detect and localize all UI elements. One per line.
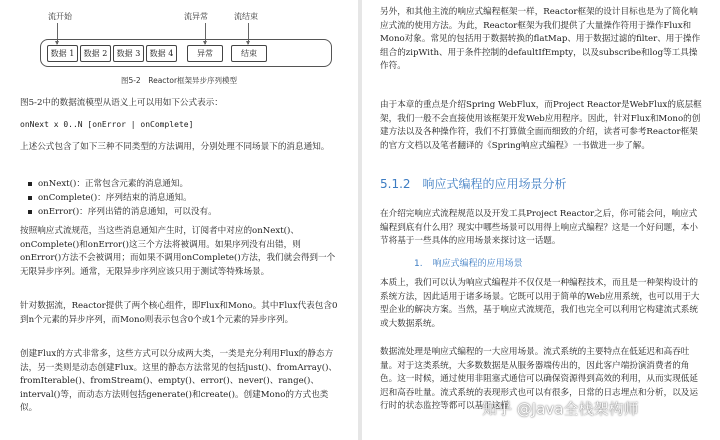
subsection-title [414,256,523,269]
bullet-dot [28,196,32,200]
formula: onNext x 0..N [onError | onComplete] [20,120,194,129]
paragraph-three-methods: 上述公式包含了如下三种不同类型的方法调用，分别处理不同场景下的消息通知。 [20,142,330,152]
paragraph-webflux: 由于本章的重点是介绍Spring WebFlux，而Project Reactor是WebFlux的底层框架，我们一般不会直接使用该框架开发Web应用程序。因此，针对Flux和Mono的创建方法以及各种操作符，我们不打算做全面而细致的介绍，读者可参考Reactor框架的官方文档以及笔者翻译的《Spring响应式编程》一书做进一步了解。 [380,100,702,151]
right-page [362,0,720,440]
async-sequence-diagram [0,0,358,90]
section-title: 5.1.2 响应式编程的应用场景分析 [380,177,567,191]
zhihu-watermark: 知乎 @Java全栈架构师 [482,400,639,418]
subsection-number: 1. [414,259,423,269]
left-page [0,0,358,440]
label-stream-start: 流开始 [48,12,72,21]
bullet-oncomplete [28,192,328,205]
paragraph-reactive-spec: 按照响应式流规范，当这些消息通知产生时，订阅者中对应的onNext()、onComplete()和onError()这三个方法将被调用。如果序列没有出错，则onError()方法不会被调用；而如果不调用onComplete()方法，我们就会得到一个无限异步序列。通常，无限异步序列应该只用于测试等特殊场景。 [20,226,336,277]
bullet-dot [28,182,32,186]
paragraph-formula-intro: 图5-2中的数据流模型从语义上可以用如下公式表示： [20,98,223,108]
data-box-1: 数据 1 [47,45,78,62]
data-box-3: 数据 3 [113,45,144,62]
data-box-4: 数据 4 [146,45,177,62]
figure-caption: 图5-2 Reactor框架异步序列模型 [120,76,238,85]
subsection-text: 响应式编程的应用场景 [432,259,523,269]
data-box-2: 数据 2 [80,45,111,62]
bullet-text: onNext()：正常包含元素的消息通知。 [38,179,189,189]
paragraph-flux-mono: 针对数据流，Reactor提供了两个核心组件，即Flux和Mono。其中Flux代表包含0到n个元素的异步序列，而Mono则表示包含0个或1个元素的异步序列。 [20,301,338,325]
label-stream-error: 流异常 [184,12,208,21]
paragraph-operators: 另外，和其他主流的响应式编程框架一样，Reactor框架的设计目标也是为了简化响应式流的使用方法。为此，Reactor框架为我们提供了大量操作符用于操作Flux和Mono对象。常见的包括用于数据转换的flatMap、用于数据过滤的filter、用于操作组合的zipWith、用于条件控制的defaultIfEmpty，以及subscribe和log等工具操作符。 [380,7,701,72]
bullet-onerror [28,206,328,219]
label-stream-end: 流结束 [234,12,258,21]
bullet-text: onError()：序列出错的消息通知，可以没有。 [38,207,217,217]
paragraph-architecture: 本质上，我们可以认为响应式编程并不仅仅是一种编程技术，而且是一种架构设计的系统方法，因此适用于诸多场景。它既可以用于简单的Web应用系统，也可以用于大型企业的解决方案。当然，基于响应式流规范，我们也完全可以利用它构建流式系统或大数据系统。 [380,278,700,329]
paragraph-create-flux: 创建Flux的方式非常多，这些方式可以分成两大类，一类是充分利用Flux的静态方法，另一类则是动态创建Flux。这里的静态方法常见的包括just()、fromArray()、fromIterable()、fromStream()、empty()、error()、never()、range()、interval()等，而动态方法则包括generate()和create()。创建Mono的方式也类似。 [20,349,338,414]
end-box: 结束 [231,45,267,62]
bullet-onnext [28,178,328,191]
error-box: 异常 [187,45,223,62]
bullet-dot [28,210,32,214]
paragraph-scenarios-intro: 在介绍完响应式流程规范以及开发工具Project Reactor之后，你可能会问，响应式编程到底有什么用？现实中哪些场景可以用得上响应式编程？这是一个好问题，本小节将基于一些具体的应用场景来探讨这一话题。 [380,209,698,247]
paragraph-stream-processing: 数据流处理是响应式编程的一大应用场景。流式系统的主要特点在低延迟和高吞吐量。对于这类系统，大多数数据是从服务器端传出的，因此客户端扮演消费者的角色。这一时候，通过使用非阻塞式通信可以确保资源得到高效的利用，从而实现低延迟和高吞吐量。流式系统的表现形式也可以有很多，日常的日志埋点和分析，以及运行时的状态监控等都可以基于这样 [380,347,698,412]
bullet-text: onComplete()：序列结束的消息通知。 [38,193,192,203]
